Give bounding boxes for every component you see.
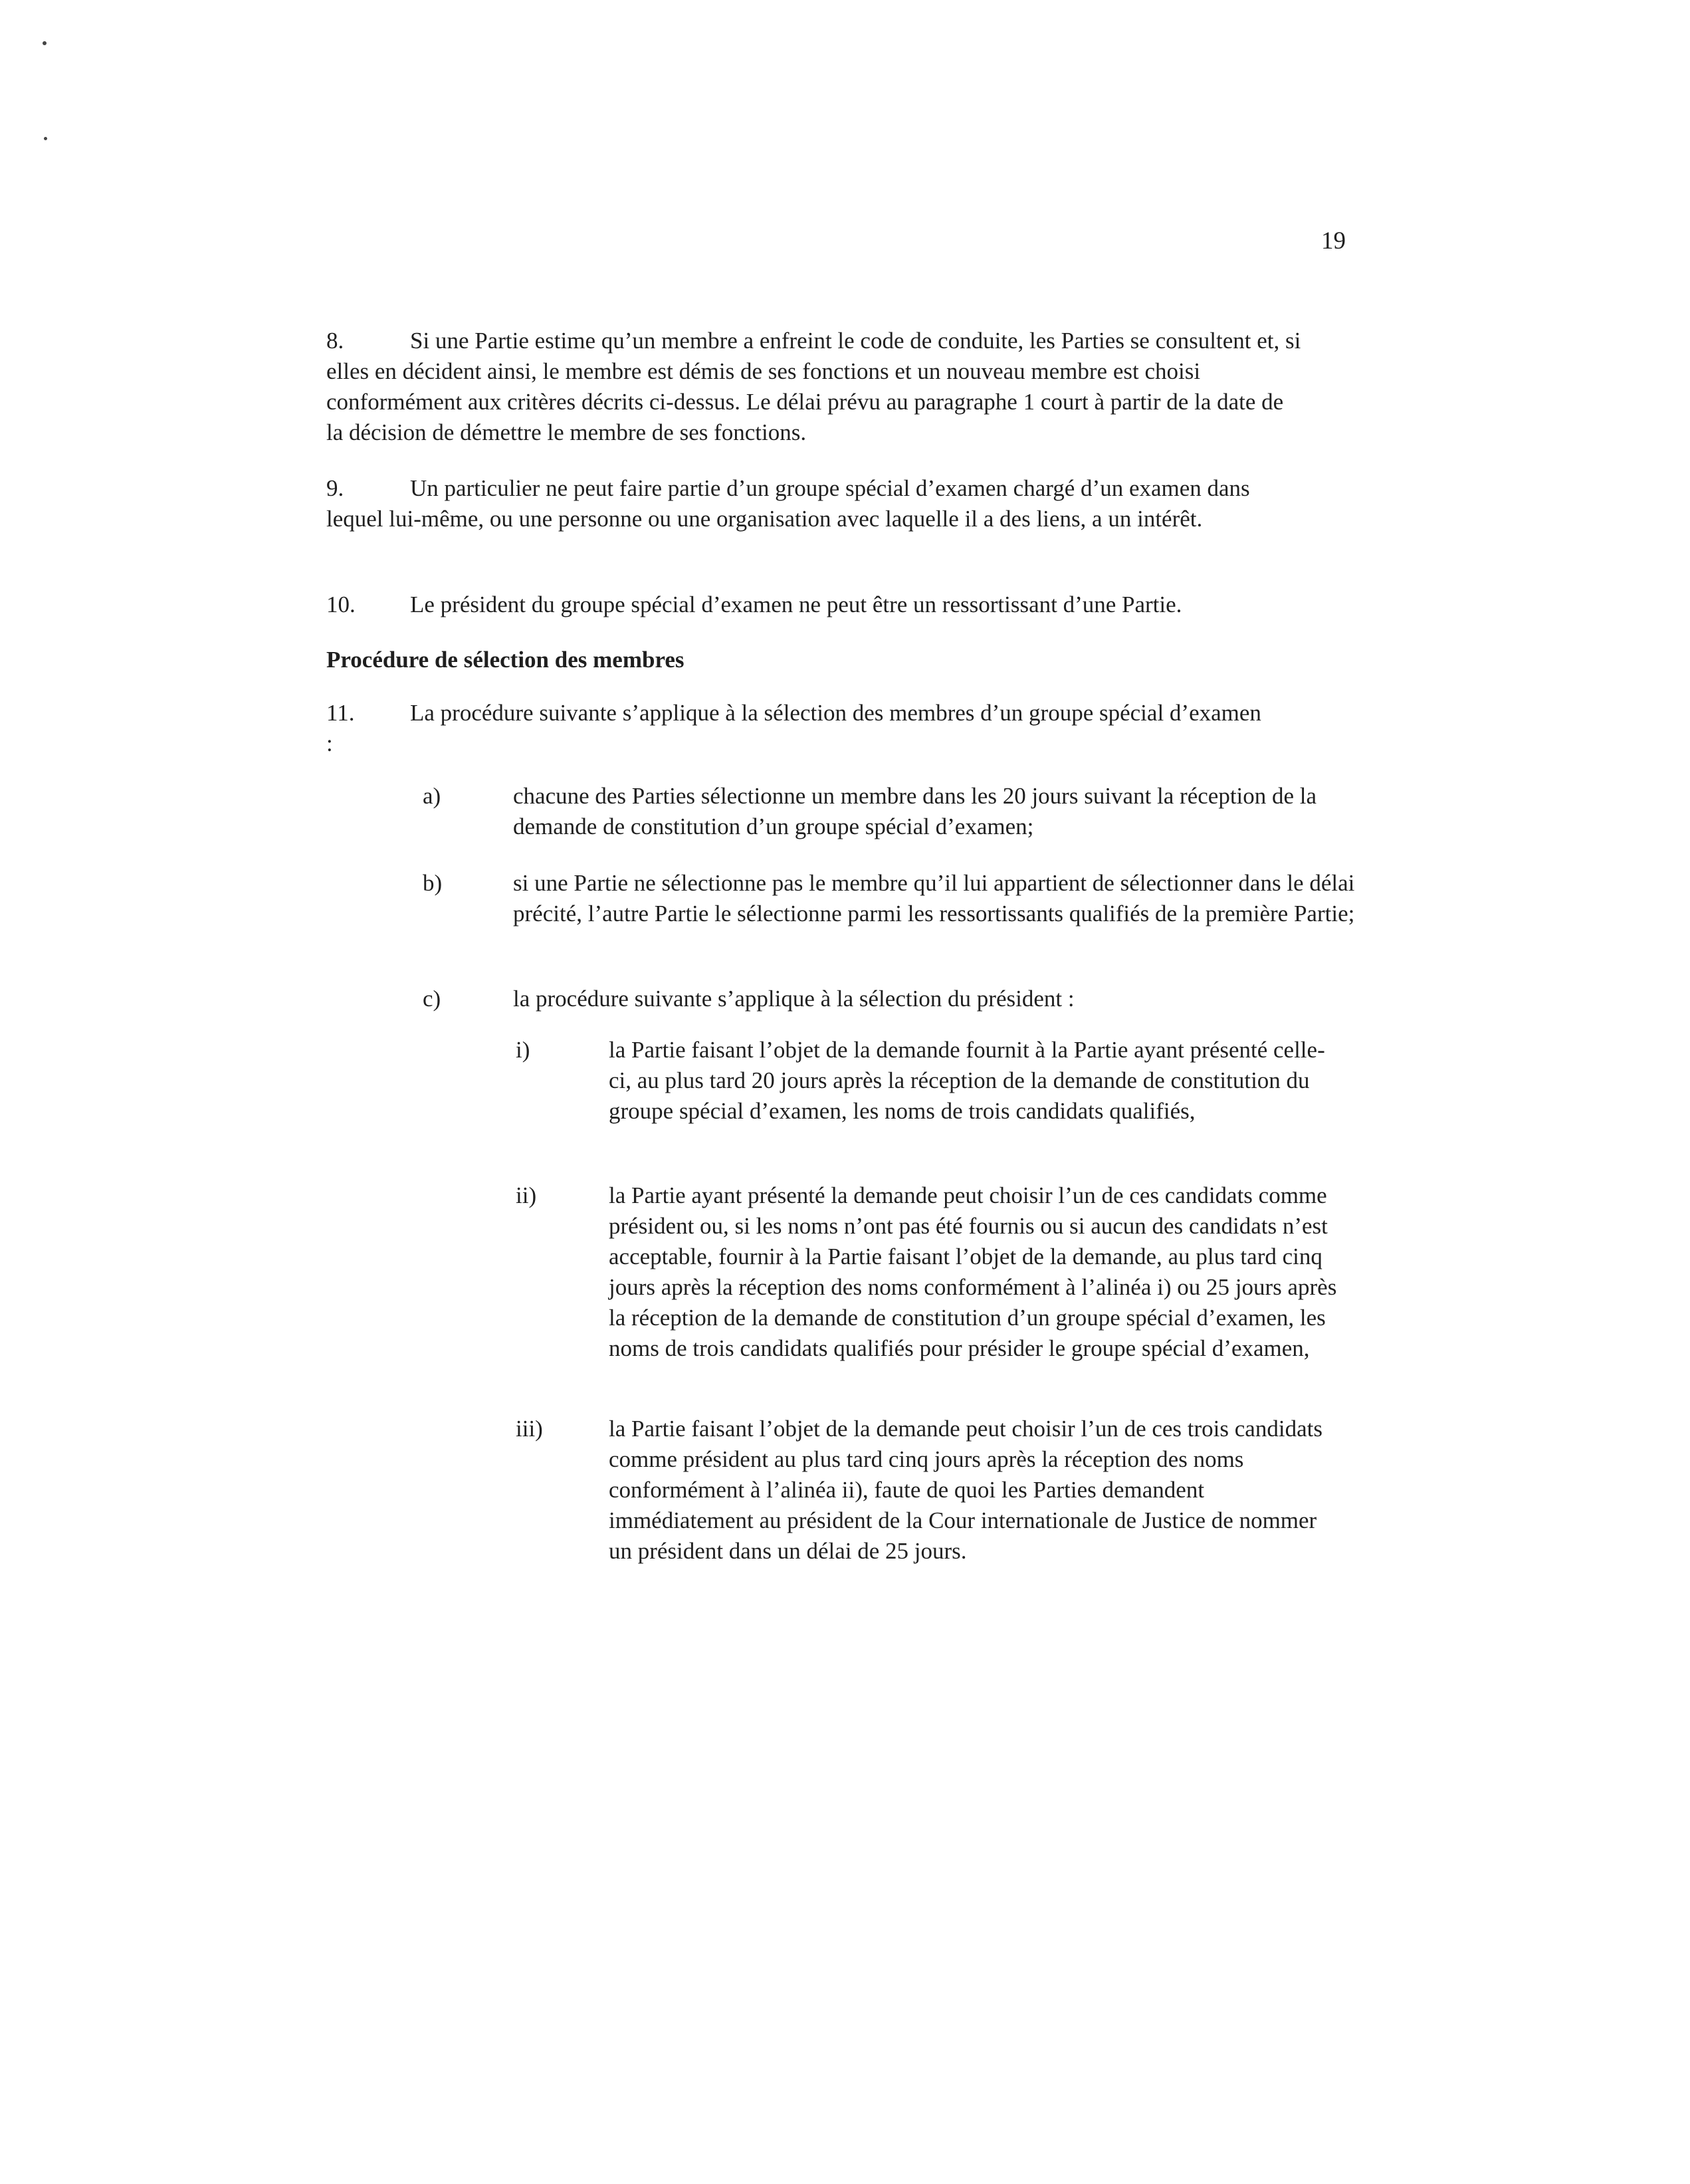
paragraph-text: La procédure suivante s’applique à la sélection des membres d’un groupe spécial d’examen :	[326, 700, 1261, 756]
section-heading: Procédure de sélection des membres	[326, 647, 685, 673]
paragraph-text: Un particulier ne peut faire partie d’un groupe spécial d’examen chargé d’un examen dans lequel lui-même, ou une personne ou une organisation avec laquelle il a des liens, a un intérêt.	[326, 475, 1250, 532]
paragraph-number: 8.	[326, 328, 344, 354]
list-item-text: la Partie faisant l’objet de la demande fournit à la Partie ayant présenté celle-ci, au plus tard 20 jours après la réception de la demande de constitution du groupe spécial d’examen, les noms de trois candidats qualifiés,	[609, 1037, 1325, 1124]
scan-speck	[43, 41, 47, 45]
paragraph-text: Le président du groupe spécial d’examen ne peut être un ressortissant d’une Partie.	[410, 592, 1182, 617]
list-item-text: la Partie faisant l’objet de la demande peut choisir l’un de ces trois candidats comme président au plus tard cinq jours après la réception des noms conformément à l’alinéa ii), faute de quoi les Parties demandent immédiatement au président de la Cour internationale de Justice de nommer un président dans un délai de 25 jours.	[609, 1416, 1322, 1564]
list-item-text: si une Partie ne sélectionne pas le membre qu’il lui appartient de sélectionner dans le délai précité, l’autre Partie le sélectionne parmi les ressortissants qualifiés de la première Partie;	[513, 870, 1355, 927]
list-item-text: chacune des Parties sélectionne un membre dans les 20 jours suivant la réception de la demande de constitution d’un groupe spécial d’examen;	[513, 783, 1317, 839]
list-marker: c)	[423, 986, 441, 1012]
paragraph-8	[326, 326, 1303, 448]
scan-speck	[44, 137, 47, 140]
paragraph-10	[326, 590, 1303, 620]
list-marker: i)	[516, 1037, 530, 1063]
list-marker: ii)	[516, 1182, 537, 1208]
paragraph-number: 11.	[326, 700, 355, 726]
list-item-text: la Partie ayant présenté la demande peut choisir l’un de ces candidats comme président ou, si les noms n’ont pas été fournis ou si aucun des candidats n’est acceptable, fournir à la Partie faisant l’objet de la demande, au plus tard cinq jours après la réception des noms conformément à l’alinéa i) ou 25 jours après la réception de la demande de constitution d’un groupe spécial d’examen, les noms de trois candidats qualifiés pour présider le groupe spécial d’examen,	[609, 1182, 1337, 1361]
list-marker: a)	[423, 783, 441, 809]
page-number: 19	[1321, 227, 1346, 255]
list-marker: iii)	[516, 1416, 543, 1442]
paragraph-number: 9.	[326, 475, 344, 501]
paragraph-11	[326, 698, 1270, 759]
paragraph-9	[326, 473, 1303, 534]
list-marker: b)	[423, 870, 443, 896]
paragraph-text: Si une Partie estime qu’un membre a enfreint le code de conduite, les Parties se consultent et, si elles en décident ainsi, le membre est démis de ses fonctions et un nouveau membre est choisi conformément aux critères décrits ci-dessus. Le délai prévu au paragraphe 1 court à partir de la date de la décision de démettre le membre de ses fonctions.	[326, 328, 1301, 445]
paragraph-number: 10.	[326, 592, 356, 617]
list-item-text: la procédure suivante s’applique à la sélection du président :	[513, 986, 1075, 1012]
